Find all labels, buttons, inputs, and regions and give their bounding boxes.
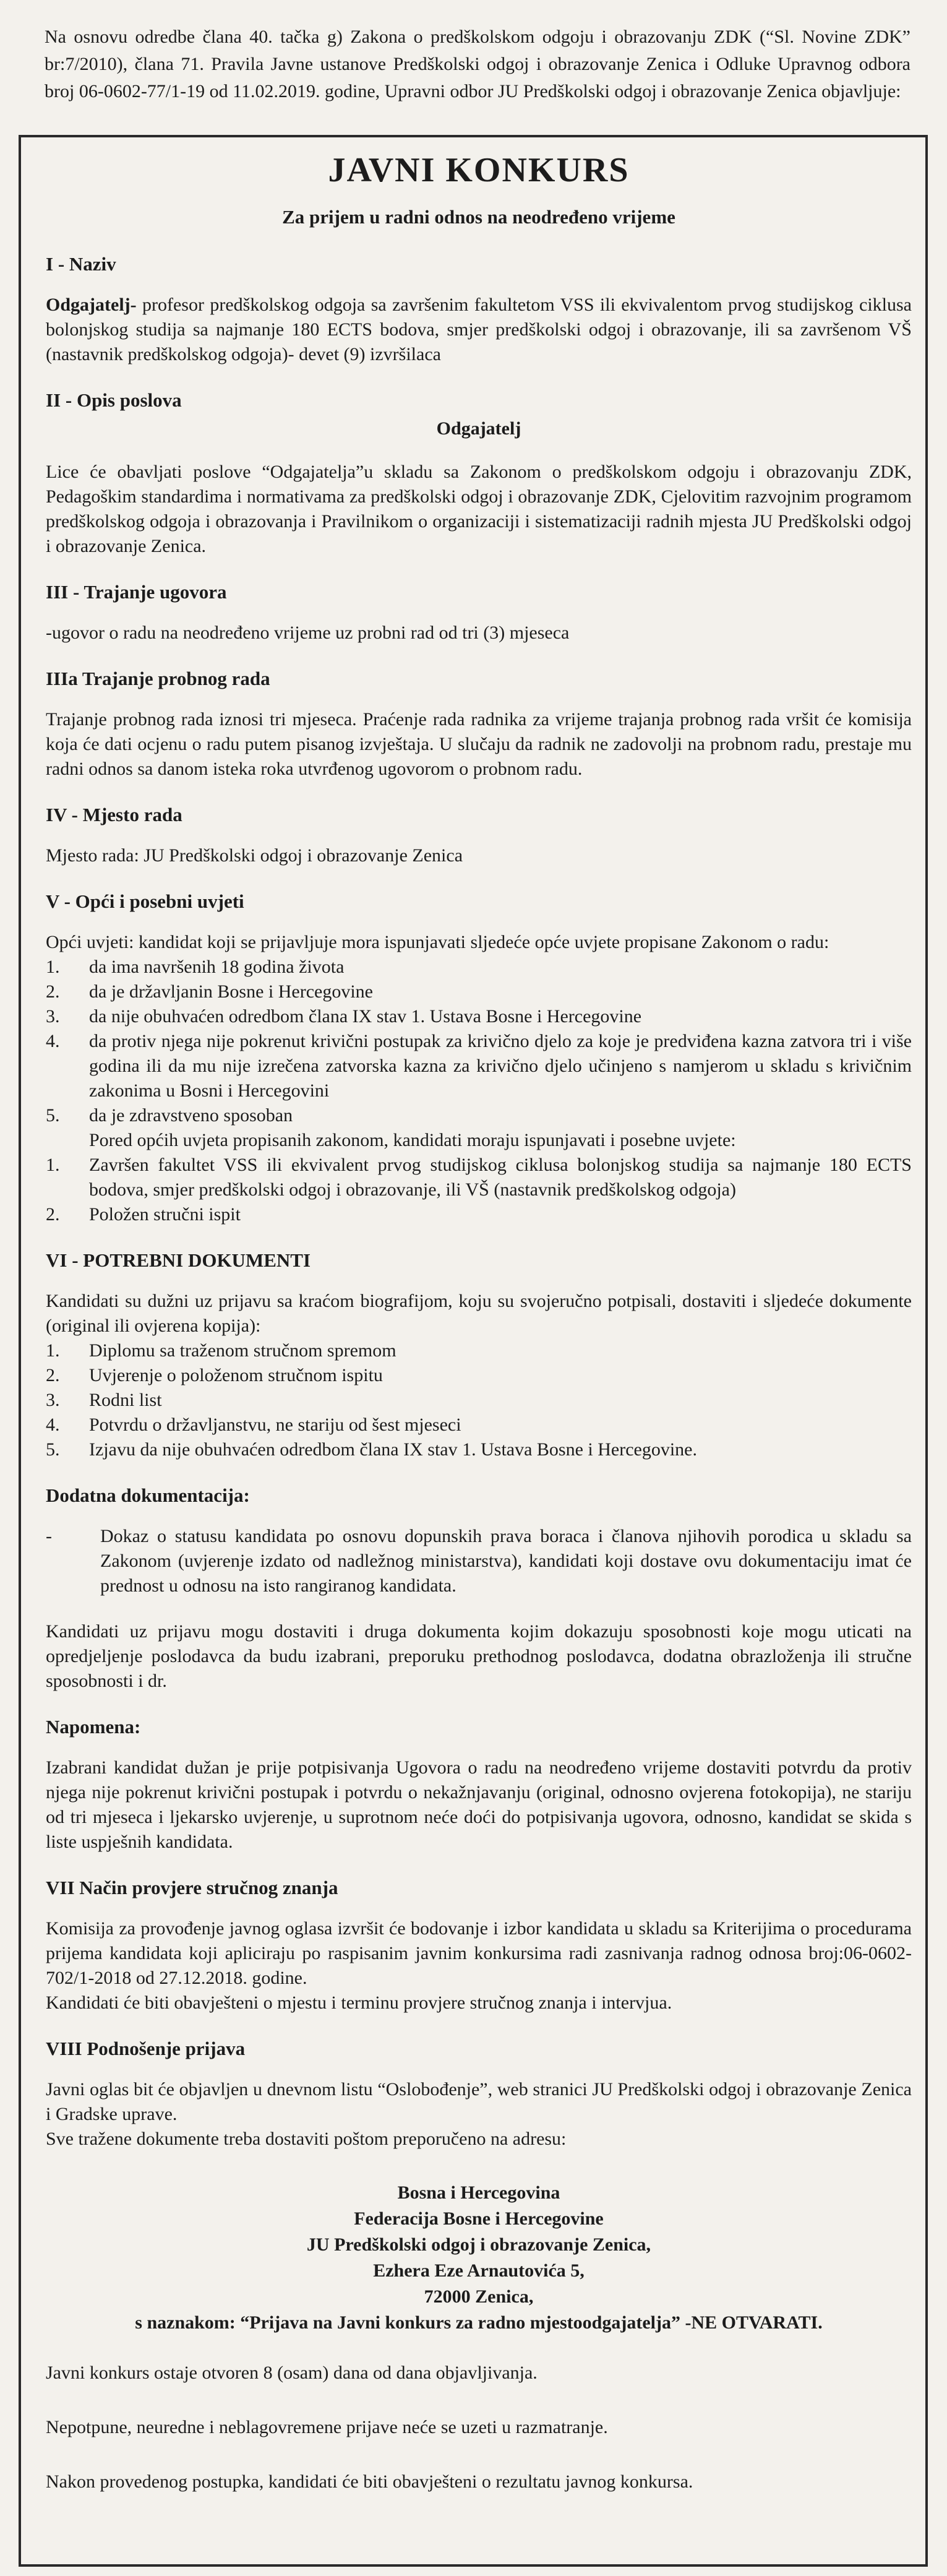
- section-heading-dokumenti: VI - POTREBNI DOKUMENTI: [46, 1249, 311, 1271]
- napomena-text: Izabrani kandidat dužan je prije potpisivanja Ugovora o radu na neodređeno vrijeme dostaviti potvrdu da protiv njega nije pokrenut krivični postupak i potvrdu o nekažnjavanju (original, odnosno ovjerena fotokopija), ne stariju od tri mjeseca i ljekarsko uvjerenje, u suprotnom neće doći do potpisivanja ugovora, odnosno, kandidat se skida s liste uspješnih kandidata.: [46, 1757, 912, 1852]
- address-marking: s naznakom: “Prijava na Javni konkurs za radno mjestoodgajatelja” -NE OTVARATI.: [135, 2312, 823, 2333]
- list-text: Potvrdu o državljanstvu, ne stariju od šest mjeseci: [89, 1415, 461, 1435]
- section-heading-probni: IIIa Trajanje probnog rada: [46, 668, 270, 689]
- podnosenje-text-2: Sve tražene dokumente treba dostaviti poštom preporučeno na adresu:: [46, 2129, 567, 2149]
- naziv-body: profesor predškolskog odgoja sa završenim fakultetom VSS ili ekvivalentom prvog studijskog ciklusa bolonjskog studija sa najmanje 180 ECTS bodova, smjer predškolski odgoj i obrazovanje, ili sa završenom VŠ (nastavnik predškolskog odgoja)- devet (9) izvršilaca: [46, 295, 912, 364]
- opis-text: Lice će obavljati poslove “Odgajatelja”u skladu sa Zakonom o predškolskom odgoju i obrazovanju ZDK, Pedagoškim standardima i normativama za predškolski odgoj i obrazovanje ZDK, Cjelovitim razvojnim programom predškolskog odgoja i obrazovanja i Pravilnikom o organizaciji i sistematizaciji radnih mjesta JU Predškolski odgoj i obrazovanje Zenica.: [46, 462, 912, 556]
- dodatna-text: Kandidati uz prijavu mogu dostaviti i druga dokumenta kojim dokazuju sposobnosti koje mogu uticati na opredjeljenje poslodavca da budu izabrani, preporuku prethodnog poslodavca, dodatna obrazloženja ili stručne sposobnosti i dr.: [46, 1621, 912, 1691]
- uvjeti-intro: Opći uvjeti: kandidat koji se prijavljuje mora ispunjavati sljedeće opće uvjete propisane Zakonom o radu:: [46, 932, 829, 952]
- list-text: Izjavu da nije obuhvaćen odredbom člana IX stav 1. Ustava Bosne i Hercegovine.: [89, 1439, 697, 1460]
- list-item: [46, 1153, 912, 1202]
- address-line: Ezhera Eze Arnautovića 5,: [373, 2260, 585, 2281]
- podnosenje-text: Javni oglas bit će objavljen u dnevnom listu “Oslobođenje”, web stranici JU Predškolski odgoj i obrazovanje Zenica i Gradske uprave.: [46, 2079, 912, 2124]
- list-number: 4.: [46, 1415, 60, 1435]
- dokumenti-list: [46, 1338, 912, 1462]
- list-text: da protiv njega nije pokrenut krivični postupak za krivično djelo za koje je predviđena kazna zatvora tri i više godina ili da mu nije izrečena zatvorska kazna za krivično djelo učinjeno s namjerom u skladu s krivičnim zakonima u Bosni i Hercegovini: [89, 1031, 912, 1101]
- mailing-address: [46, 2180, 912, 2336]
- uvjeti-list: [46, 955, 912, 1128]
- address-line: Federacija Bosne i Hercegovine: [354, 2208, 604, 2229]
- list-number: 1.: [46, 1340, 60, 1361]
- list-text: Rodni list: [89, 1390, 162, 1410]
- list-item: [46, 1363, 912, 1388]
- open-period-text: Javni konkurs ostaje otvoren 8 (osam) dana od dana objavljivanja.: [46, 2363, 538, 2383]
- list-item: [46, 955, 912, 980]
- list-number: 2.: [46, 1204, 60, 1225]
- list-text: Položen stručni ispit: [89, 1204, 241, 1225]
- list-item: [46, 1004, 912, 1029]
- list-item: [46, 1338, 912, 1363]
- list-item: [46, 1437, 912, 1462]
- list-text: da nije obuhvaćen odredbom člana IX stav 1. Ustava Bosne i Hercegovine: [89, 1006, 642, 1027]
- address-line: Bosna i Hercegovina: [397, 2182, 560, 2203]
- probni-text: Trajanje probnog rada iznosi tri mjeseca. Praćenje rada radnika za vrijeme trajanja probnog rada vršit će komisija koja će dati ocjenu o radu putem pisanog izvještaja. U slučaju da radnik ne zadovolji na probnom radu, prestaje mu radni odnos sa danom isteka roka utvrđenog ugovorom o probnom radu.: [46, 709, 912, 779]
- provjera-text-2: Kandidati će biti obavješteni o mjestu i terminu provjere stručnog znanja i intervjua.: [46, 1992, 672, 2013]
- opis-position: Odgajatelj: [436, 418, 521, 439]
- list-number: 5.: [46, 1105, 60, 1126]
- posebni-uvjeti-intro: Pored općih uvjeta propisanih zakonom, kandidati moraju ispunjavati i posebne uvjete:: [89, 1130, 736, 1150]
- list-number: 2.: [46, 981, 60, 1002]
- notice-title: JAVNI KONKURS: [328, 151, 630, 189]
- list-text: Diplomu sa traženom stručnom spremom: [89, 1340, 396, 1361]
- list-item: [46, 1029, 912, 1103]
- section-heading-provjera: VII Način provjere stručnog znanja: [46, 1877, 338, 1898]
- list-item: [46, 1202, 912, 1227]
- mjesto-text: Mjesto rada: JU Predškolski odgoj i obrazovanje Zenica: [46, 845, 463, 866]
- naziv-text: [46, 293, 912, 367]
- incomplete-applications-text: Nepotpune, neuredne i neblagovremene prijave neće se uzeti u razmatranje.: [46, 2417, 608, 2437]
- section-heading-trajanje: III - Trajanje ugovora: [46, 581, 227, 603]
- section-heading-uvjeti: V - Opći i posebni uvjeti: [46, 890, 244, 912]
- dash-marker: -: [46, 1526, 52, 1546]
- list-text: Završen fakultet VSS ili ekvivalent prvog studijskog ciklusa bolonjskog studija sa najmanje 180 ECTS bodova, smjer predškolski odgoj i obrazovanje, ili VŠ (nastavnik predškolskog odgoja): [89, 1155, 912, 1200]
- section-heading-opis: II - Opis poslova: [46, 389, 182, 411]
- list-number: 1.: [46, 1155, 60, 1175]
- provjera-text: Komisija za provođenje javnog oglasa izvršit će bodovanje i izbor kandidata u skladu sa Kriterijima o procedurama prijema kandidata koji apliciraju po raspisanim javnim konkursima radi zasnivanja radnog odnosa broj:06-0602-702/1-2018 od 27.12.2018. godine.: [46, 1918, 912, 1988]
- section-heading-podnosenje: VIII Podnošenje prijava: [46, 2038, 246, 2059]
- notice-content: [46, 145, 912, 2494]
- list-item: [46, 1388, 912, 1413]
- dodatna-item-text: Dokaz o statusu kandidata po osnovu dopunskih prava boraca i članova njihovih porodica u skladu sa Zakonom (uvjerenje izdato od nadležnog ministarstva), kandidati koji dostave ovu dokumentaciju imat će prednost u odnosu na isto rangiranog kandidata.: [100, 1526, 912, 1596]
- list-number: 5.: [46, 1439, 60, 1460]
- list-text: Uvjerenje o položenom stručnom ispitu: [89, 1365, 383, 1385]
- list-item: [46, 1103, 912, 1128]
- naziv-lead: Odgajatelj-: [46, 295, 137, 315]
- trajanje-text: -ugovor o radu na neodređeno vrijeme uz probni rad od tri (3) mjeseca: [46, 622, 570, 643]
- section-heading-dodatna: Dodatna dokumentacija:: [46, 1484, 250, 1506]
- posebni-uvjeti-list: [46, 1153, 912, 1227]
- list-item: [46, 1413, 912, 1437]
- final-text: Nakon provedenog postupka, kandidati će biti obavješteni o rezultatu javnog konkursa.: [46, 2471, 693, 2492]
- address-line: 72000 Zenica,: [424, 2286, 534, 2307]
- section-heading-naziv: I - Naziv: [46, 253, 116, 275]
- dodatna-item: [46, 1524, 912, 1598]
- dokumenti-intro: Kandidati su dužni uz prijavu sa kraćom biografijom, koju su svojeručno potpisali, dostaviti i sljedeće dokumente (original ili ovjerena kopija):: [46, 1291, 912, 1336]
- notice-subtitle: Za prijem u radni odnos na neodređeno vrijeme: [282, 206, 675, 228]
- list-number: 1.: [46, 957, 60, 977]
- list-number: 2.: [46, 1365, 60, 1385]
- list-text: da je zdravstveno sposoban: [89, 1105, 293, 1126]
- section-heading-mjesto: IV - Mjesto rada: [46, 804, 182, 825]
- section-heading-napomena: Napomena:: [46, 1716, 141, 1738]
- intro-paragraph: Na osnovu odredbe člana 40. tačka g) Zakona o predškolskom odgoju i obrazovanju ZDK (“Sl. Novine ZDK” br:7/2010), člana 71. Pravila Javne ustanove Predškolski odgoj i obrazovanje Zenica i Odluke Upravnog odbora broj 06-0602-77/1-19 od 11.02.2019. godine, Upravni odbor JU Predškolski odgoj i obrazovanje Zenica objavljuje:: [45, 27, 911, 101]
- address-line: JU Predškolski odgoj i obrazovanje Zenica,: [306, 2234, 651, 2255]
- list-item: [46, 980, 912, 1004]
- list-number: 3.: [46, 1006, 60, 1027]
- list-text: da ima navršenih 18 godina života: [89, 957, 345, 977]
- list-number: 4.: [46, 1031, 60, 1051]
- list-text: da je državljanin Bosne i Hercegovine: [89, 981, 373, 1002]
- list-number: 3.: [46, 1390, 60, 1410]
